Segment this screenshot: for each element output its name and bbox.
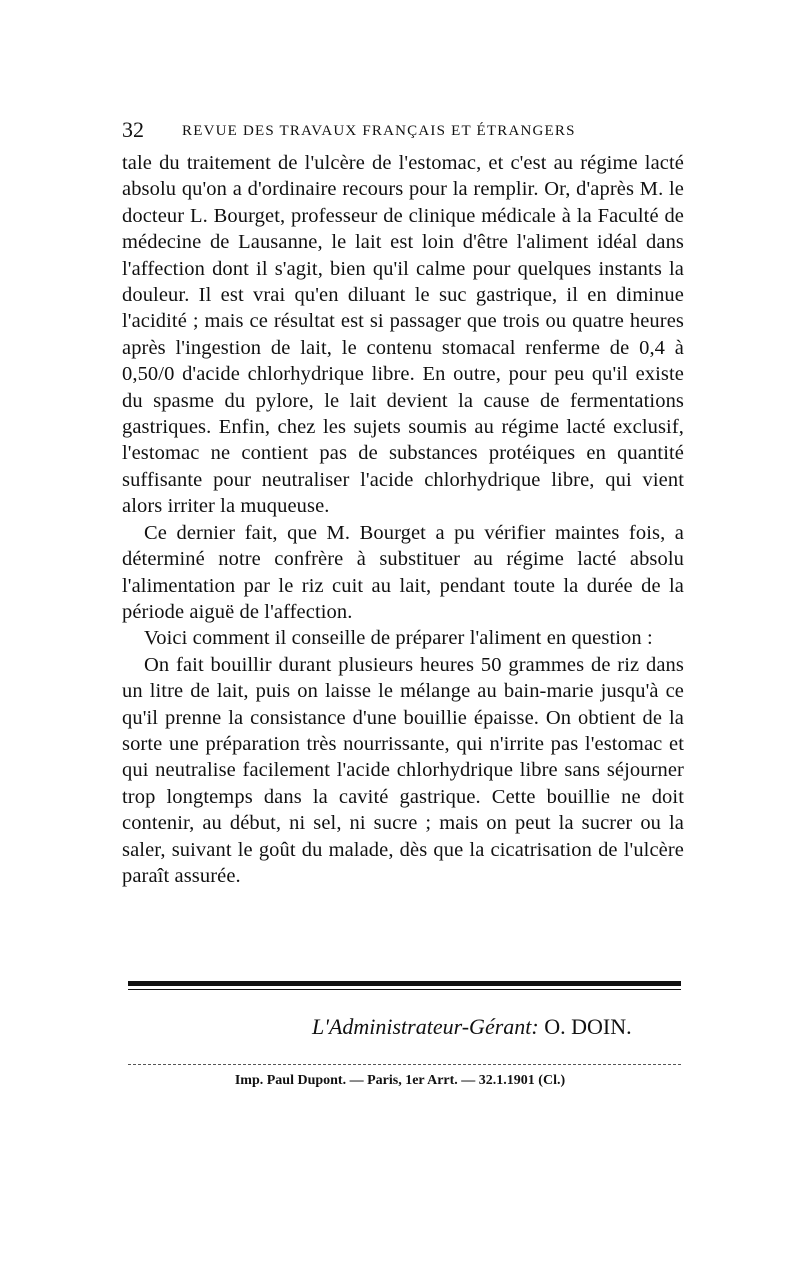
paragraph-1: tale du traitement de l'ulcère de l'estomac, et c'est au régime lacté absolu qu'on a d'ordinaire recours pour la remplir. Or, d'après M. le docteur L. Bourget, professeur de clinique médicale à la Faculté de médecine de Lausanne, le lait est loin d'être l'aliment idéal dans l'affection dont il s'agit, bien qu'il calme pour quelques instants la douleur. Il est vrai qu'en diluant le suc gastrique, il en diminue l'acidité ; mais ce résultat est si passager que trois ou quatre heures après l'ingestion de lait, le contenu stomacal renferme de 0,4 à 0,50/0 d'acide chlorhydrique libre. En outre, pour peu qu'il existe du spasme du pylore, le lait devient la cause de fermentations gastriques. Enfin, chez les sujets soumis au régime lacté exclusif, l'estomac ne contient pas de substances protéiques en quantité suffisante pour neutraliser l'acide chlorhydrique libre, qui vient alors irriter la muqueuse.	[122, 152, 684, 518]
thick-divider-rule	[128, 981, 681, 986]
thin-divider-rule	[128, 989, 681, 990]
page-header	[122, 118, 692, 142]
signature-role: L'Administrateur-Gérant:	[312, 1014, 539, 1039]
paragraph-2: Ce dernier fait, que M. Bourget a pu vérifier maintes fois, a déterminé notre confrère à substituer au régime lacté absolu l'alimentation par le riz cuit au lait, pendant toute la durée de la période aiguë de l'affection.	[122, 521, 684, 623]
running-title: REVUE DES TRAVAUX FRANÇAIS ET ÉTRANGERS	[182, 123, 576, 139]
signature-name: O. DOIN.	[544, 1014, 632, 1039]
page-number: 32	[122, 117, 144, 142]
paragraph-3: Voici comment il conseille de préparer l'aliment en question :	[144, 627, 653, 650]
article-body	[122, 150, 684, 889]
dotted-divider-rule	[128, 1064, 681, 1065]
paragraph-4: On fait bouillir durant plusieurs heures 50 grammes de riz dans un litre de lait, puis on laisse le mélange au bain-marie jusqu'à ce qu'il prenne la consistance d'une bouillie épaisse. On obtient de la sorte une préparation très nourrissante, qui n'irrite pas l'estomac et qui neutralise facilement l'acide chlorhydrique libre sans séjourner trop longtemps dans la cavité gastrique. Cette bouillie ne doit contenir, au début, ni sel, ni sucre ; mais on peut la sucrer ou la saler, suivant le goût du malade, dès que la cicatrisation de l'ulcère paraît assurée.	[122, 653, 684, 887]
printer-imprint: Imp. Paul Dupont. — Paris, 1er Arrt. — 32.1.1901 (Cl.)	[234, 1073, 566, 1088]
signature-line	[312, 1013, 632, 1041]
